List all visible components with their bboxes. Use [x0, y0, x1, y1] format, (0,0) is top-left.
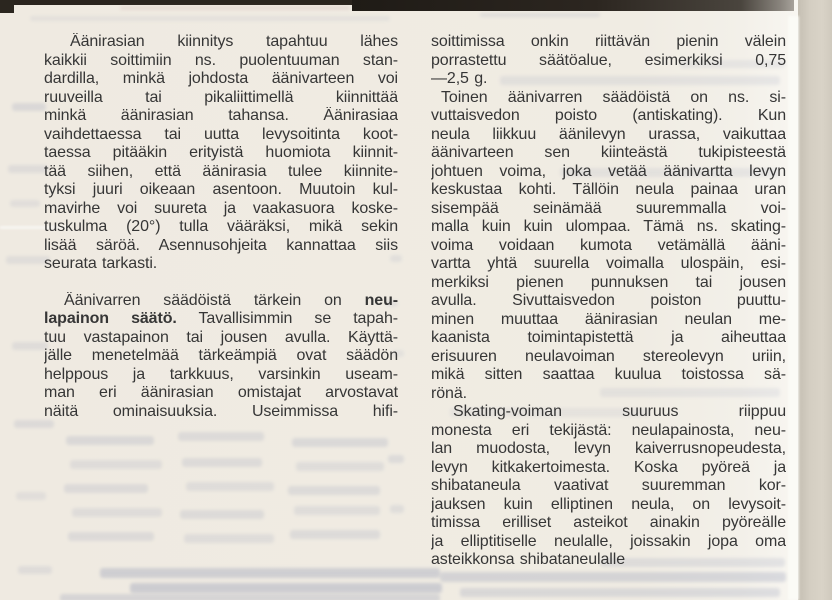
text-segment: Äänirasian kiinnitys tapahtuu lähes — [70, 33, 398, 50]
text-line — [431, 403, 786, 422]
scan-edge-top-left-corner — [0, 0, 14, 13]
text-segment: äänivarteen sen kiinteästä tukipisteestä — [431, 144, 786, 161]
text-segment: vartta yhtä suurella voimalla ulospäin, esi- — [431, 255, 786, 272]
paragraph — [44, 292, 398, 422]
text-segment: porrastettu säätöalue, esimerkiksi 0,75 — [431, 51, 786, 69]
paragraph — [431, 403, 786, 570]
text-segment: minen muuttaa äänirasian neulan me- — [431, 310, 786, 328]
text-segment: voima voidaan kumota vetämällä ääni- — [431, 236, 786, 254]
paragraph — [431, 89, 786, 404]
text-line — [431, 366, 786, 385]
text-line — [431, 551, 786, 570]
text-line — [44, 70, 398, 89]
ghost-text-smudge — [64, 484, 148, 493]
text-line — [431, 163, 786, 182]
text-segment: tyksi juuri oikeaan asentoon. Muutoin kul- — [44, 181, 398, 198]
text-segment: kaanista toimintapistettä ja aiheuttaa — [431, 329, 786, 346]
text-segment: tää siihen, että äänirasia tulee kiinnite- — [44, 162, 398, 180]
text-segment: —2,5 g. — [431, 70, 488, 87]
text-line — [431, 477, 786, 496]
text-line — [44, 403, 398, 422]
paragraph — [44, 33, 398, 274]
text-segment: ja elliptitiselle neulalle, joissakin jopa oma — [431, 532, 786, 550]
text-segment: lan muodosta, levyn kaiverrusnopeudesta, — [431, 440, 786, 457]
text-segment: merkiksi pienen punnuksen tai jousen — [431, 273, 786, 291]
text-line — [44, 200, 398, 219]
ghost-text-smudge — [288, 486, 380, 495]
bold-text-segment: lapainon säätö. — [44, 310, 177, 327]
ghost-text-smudge — [390, 505, 404, 513]
text-line — [44, 52, 398, 71]
text-segment: timissa erilliset asteikot ainakin pyöreälle — [431, 514, 786, 531]
ghost-text-smudge — [30, 16, 390, 21]
ghost-text-smudge — [12, 342, 48, 350]
ghost-text-smudge — [18, 566, 52, 574]
text-segment: man eri äänirasian omistajat arvostavat — [44, 384, 398, 401]
text-segment: sisempää seinämää suuremmalla voi- — [431, 199, 786, 217]
text-segment: soittimissa onkin riittävän pienin välein — [431, 33, 786, 50]
text-line — [44, 237, 398, 256]
ghost-text-smudge — [66, 436, 154, 445]
ghost-text-smudge — [14, 420, 54, 428]
text-line — [44, 144, 398, 163]
text-segment: rönä. — [431, 384, 467, 402]
text-line — [431, 126, 786, 145]
text-line — [44, 310, 398, 329]
text-line — [431, 440, 786, 459]
text-line — [431, 514, 786, 533]
ghost-text-smudge — [292, 438, 388, 447]
text-segment: minkä äänirasian tahansa. Äänirasiaa — [44, 107, 398, 124]
text-line — [44, 218, 398, 237]
text-line — [431, 459, 786, 478]
text-line — [44, 181, 398, 200]
text-segment: dardilla, minkä johdosta äänivarteen voi — [44, 70, 398, 87]
text-segment: jauksen kuin elliptinen neula, on levysoit- — [431, 495, 786, 513]
ghost-text-smudge — [70, 460, 162, 469]
text-segment: Äänivarren säädöistä tärkein on — [64, 291, 365, 309]
text-column-left — [44, 33, 398, 421]
text-line — [431, 255, 786, 274]
text-segment: johtuen voima, joka vetää äänivartta levyn — [431, 162, 786, 180]
text-line — [431, 33, 786, 52]
text-segment: vuttaisvedon poisto (antiskating). Kun — [431, 107, 786, 124]
ghost-text-smudge — [388, 455, 404, 463]
text-line — [431, 237, 786, 256]
text-line — [431, 496, 786, 515]
text-line — [431, 385, 786, 404]
paragraph — [431, 33, 786, 89]
text-line — [431, 329, 786, 348]
text-line — [44, 107, 398, 126]
text-line — [431, 274, 786, 293]
bold-text-segment: neu- — [364, 291, 398, 309]
scan-edge-top-dark-segment — [352, 0, 794, 11]
text-line — [44, 384, 398, 403]
text-line — [431, 144, 786, 163]
ghost-text-smudge — [186, 482, 274, 491]
text-line — [44, 163, 398, 182]
ghost-text-smudge — [120, 6, 350, 10]
text-segment: näitä ominaisuuksia. Useimmissa hifi- — [44, 402, 398, 420]
text-line — [44, 347, 398, 366]
text-line — [431, 422, 786, 441]
text-segment: levyn kitkakertoimesta. Koska pyöreä ja — [431, 458, 786, 476]
text-line — [431, 292, 786, 311]
text-line — [44, 366, 398, 385]
text-line — [431, 348, 786, 367]
text-segment: keskustaa kohti. Tällöin neula painaa uran — [431, 181, 786, 198]
text-line — [44, 292, 398, 311]
text-segment: tuu vastapainon tai jousen avulla. Käyttä- — [44, 328, 398, 346]
text-line — [431, 52, 786, 71]
ghost-text-smudge — [184, 534, 274, 543]
ghost-text-smudge — [68, 532, 154, 541]
text-segment: mavirhe voi suureta ja vaakasuora koske- — [44, 199, 398, 217]
text-segment: tuskulma (20°) tulla vääräksi, mikä sekin — [44, 218, 398, 235]
text-line — [431, 107, 786, 126]
ghost-text-smudge — [100, 568, 440, 578]
text-segment: Skating-voiman suuruus riippuu — [453, 403, 786, 420]
ghost-text-smudge — [480, 13, 600, 17]
text-line — [44, 33, 398, 52]
text-segment: monesta eri tekijästä: neulapainosta, neu- — [431, 421, 786, 439]
text-segment: neula liikkuu äänilevyn urassa, vaikuttaa — [431, 125, 786, 143]
ghost-text-smudge — [290, 530, 380, 539]
text-line — [44, 255, 398, 274]
page-edge-shadow — [798, 0, 832, 600]
ghost-text-smudge — [294, 506, 380, 515]
text-line — [431, 89, 786, 108]
text-line — [431, 70, 786, 89]
ghost-text-smudge — [180, 510, 264, 519]
text-segment: erisuuren neulavoiman stereolevyn uriin, — [431, 347, 786, 365]
page-edge-highlight — [788, 16, 799, 600]
text-line — [44, 329, 398, 348]
ghost-text-smudge — [178, 432, 264, 441]
text-segment: avulla. Sivuttaisvedon poiston puuttu- — [431, 292, 786, 309]
text-segment: Tavallisimmin se tapah- — [176, 310, 398, 327]
text-segment: vaihdettaessa tai uutta levysoitinta koot- — [44, 125, 398, 143]
text-segment: seurata tarkasti. — [44, 255, 158, 272]
text-line — [44, 126, 398, 145]
ghost-text-smudge — [8, 165, 48, 173]
ghost-text-smudge — [72, 508, 162, 517]
text-line — [44, 89, 398, 108]
ghost-text-smudge — [440, 572, 786, 582]
text-segment: mikä sitten saattaa kuulua toistossa sä- — [431, 366, 786, 383]
text-segment: Toinen äänivarren säädöistä on ns. si- — [441, 88, 786, 106]
text-segment: ruuveilla tai pikaliittimellä kiinnittää — [44, 88, 398, 106]
text-line — [431, 181, 786, 200]
ghost-text-smudge — [10, 200, 40, 207]
text-segment: jälle menetelmää tärkeämpiä ovat säädön — [44, 347, 398, 364]
ghost-text-smudge — [16, 492, 46, 500]
text-segment: kaikkii soittimiin ns. puolentuuman stan- — [44, 51, 398, 69]
text-segment: taessa pitääkin erityistä huomiota kiinnit- — [44, 144, 398, 161]
text-line — [431, 218, 786, 237]
text-segment: shibataneula vaativat suuremman kor- — [431, 477, 786, 494]
ghost-text-smudge — [460, 588, 780, 597]
text-segment: helppous ja tarkkuus, varsinkin useam- — [44, 365, 398, 383]
text-segment: malla kuin kuin ulompaa. Tämä ns. skating- — [431, 218, 786, 235]
ghost-text-smudge — [130, 583, 442, 593]
ghost-text-smudge — [12, 103, 46, 111]
ghost-text-smudge — [182, 458, 262, 467]
text-line — [431, 533, 786, 552]
ghost-text-smudge — [296, 462, 384, 471]
text-line — [431, 200, 786, 219]
text-segment: asteikkonsa shibataneulalle — [431, 551, 625, 568]
ghost-text-smudge — [60, 594, 440, 600]
text-segment: lisää säröä. Asennusohjeita kannattaa siis — [44, 236, 398, 254]
text-line — [431, 311, 786, 330]
text-column-right — [431, 33, 786, 570]
